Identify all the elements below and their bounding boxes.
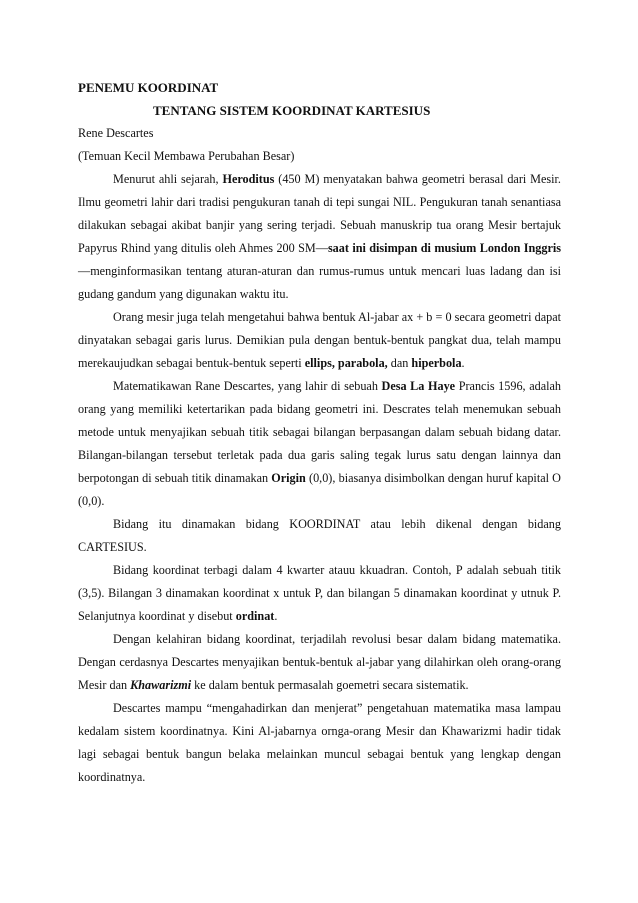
paragraph-6-bold-khawarizmi: Khawarizmi [130, 678, 192, 692]
paragraph-1-bold-museum: saat ini disimpan di musium London Inggris [327, 241, 562, 255]
paragraph-5-text-c: . [274, 609, 278, 623]
paragraph-3-bold-desa: Desa La Haye [381, 379, 456, 393]
paragraph-7-text-a: Descartes mampu “mengahadirkan dan menjerat” pengetahuan matematika masa lampau kedalam sistem koordinatnya. Kini Al-jabarnya ornga-orang Mesir dan Khawarizmi hadir tidak lagi sebagai bentuk bangun belaka melainkan muncul sebagai bentuk yang lengkap dengan koordinatnya. [78, 701, 561, 784]
paragraph-6-text-a: Dengan kelahiran bidang koordinat, terjadilah revolusi besar dalam bidang matematika. Dengan cerdasnya Descartes menyajikan bentuk-bentuk al-jabar yang dilahirkan oleh orang-orang Mesir dan [78, 632, 561, 692]
paragraph-2-bold-hiperbola: hiperbola [411, 356, 462, 370]
paragraph-7 [78, 697, 561, 789]
paragraph-1-text-e: —menginformasikan tentang aturan-aturan dan rumus-rumus untuk mencari luas ladang dan isi gudang gandum yang digunakan waktu itu. [78, 264, 561, 301]
paragraph-5 [78, 559, 561, 628]
paragraph-1-text-a: Menurut ahli sejarah, [113, 172, 223, 186]
paragraph-2-bold-ellips: ellips, parabola, [304, 356, 388, 370]
paragraph-2-text-a: Orang mesir juga telah mengetahui bahwa bentuk Al-jabar ax + b = 0 secara geometri dapat dinyatakan sebagai garis lurus. Demikian pula dengan bentuk-bentuk pangkat dua, telah mampu merekaujudkan sebagai bentuk-bentuk seperti [78, 310, 561, 370]
paragraph-5-text-a: Bidang koordinat terbagi dalam 4 kwarter atauu kkuadran. Contoh, P adalah sebuah titik (3,5). Bilangan 3 dinamakan koordinat x untuk P, dan bilangan 5 dinamakan koordinat y utnuk P. Selanjutnya koordinat y disebut [78, 563, 561, 623]
paragraph-4 [78, 513, 561, 559]
paragraph-2-text-e: . [461, 356, 465, 370]
paragraph-3-text-a: Matematikawan Rane Descartes, yang lahir di sebuah [113, 379, 382, 393]
paragraph-2 [78, 306, 561, 375]
author-name: Rene Descartes [78, 126, 154, 140]
document-body [78, 76, 561, 789]
paragraph-3-text-c: Prancis 1596, adalah orang yang memiliki ketertarikan pada bidang geometri ini. Descrates telah menemukan sebuah metode untuk menyajikan sebuah titik sebagai bilangan berpasangan dalam sebuah bidang datar. Bilangan-bilangan tersebut terletak pada dua garis saling tegak lurus satu dengan lainnya dan berpotongan di sebuah titik dinamakan [78, 379, 561, 485]
paragraph-4-text-a: Bidang itu dinamakan bidang KOORDINAT atau lebih dikenal dengan bidang CARTESIUS. [78, 517, 561, 554]
document-title: PENEMU KOORDINAT [78, 80, 219, 95]
paragraph-1 [78, 168, 561, 306]
paragraph-3 [78, 375, 561, 513]
document-subtitle-heading: TENTANG SISTEM KOORDINAT KARTESIUS [153, 103, 431, 118]
paragraph-2-text-c: dan [387, 356, 412, 370]
document-tagline: (Temuan Kecil Membawa Perubahan Besar) [78, 149, 295, 163]
paragraph-3-text-e: (0,0), biasanya disimbolkan dengan huruf kapital O (0,0). [78, 471, 561, 508]
paragraph-3-bold-origin: Origin [271, 471, 306, 485]
paragraph-1-bold-heroditus: Heroditus [222, 172, 275, 186]
paragraph-6 [78, 628, 561, 697]
paragraph-5-bold-ordinat: ordinat [235, 609, 275, 623]
paragraph-1-text-c: (450 M) menyatakan bahwa geometri berasal dari Mesir. Ilmu geometri lahir dari tradisi pengukuran tanah di tepi sungai NIL. Pengukuran tanah senantiasa dilakukan sebagai akibat banjir yang sering terjadi. Sebuah manuskrip tua orang Mesir bertajuk Papyrus Rhind yang ditulis oleh Ahmes 200 SM— [78, 172, 561, 255]
paragraph-6-text-c: ke dalam bentuk permasalah goemetri secara sistematik. [191, 678, 469, 692]
